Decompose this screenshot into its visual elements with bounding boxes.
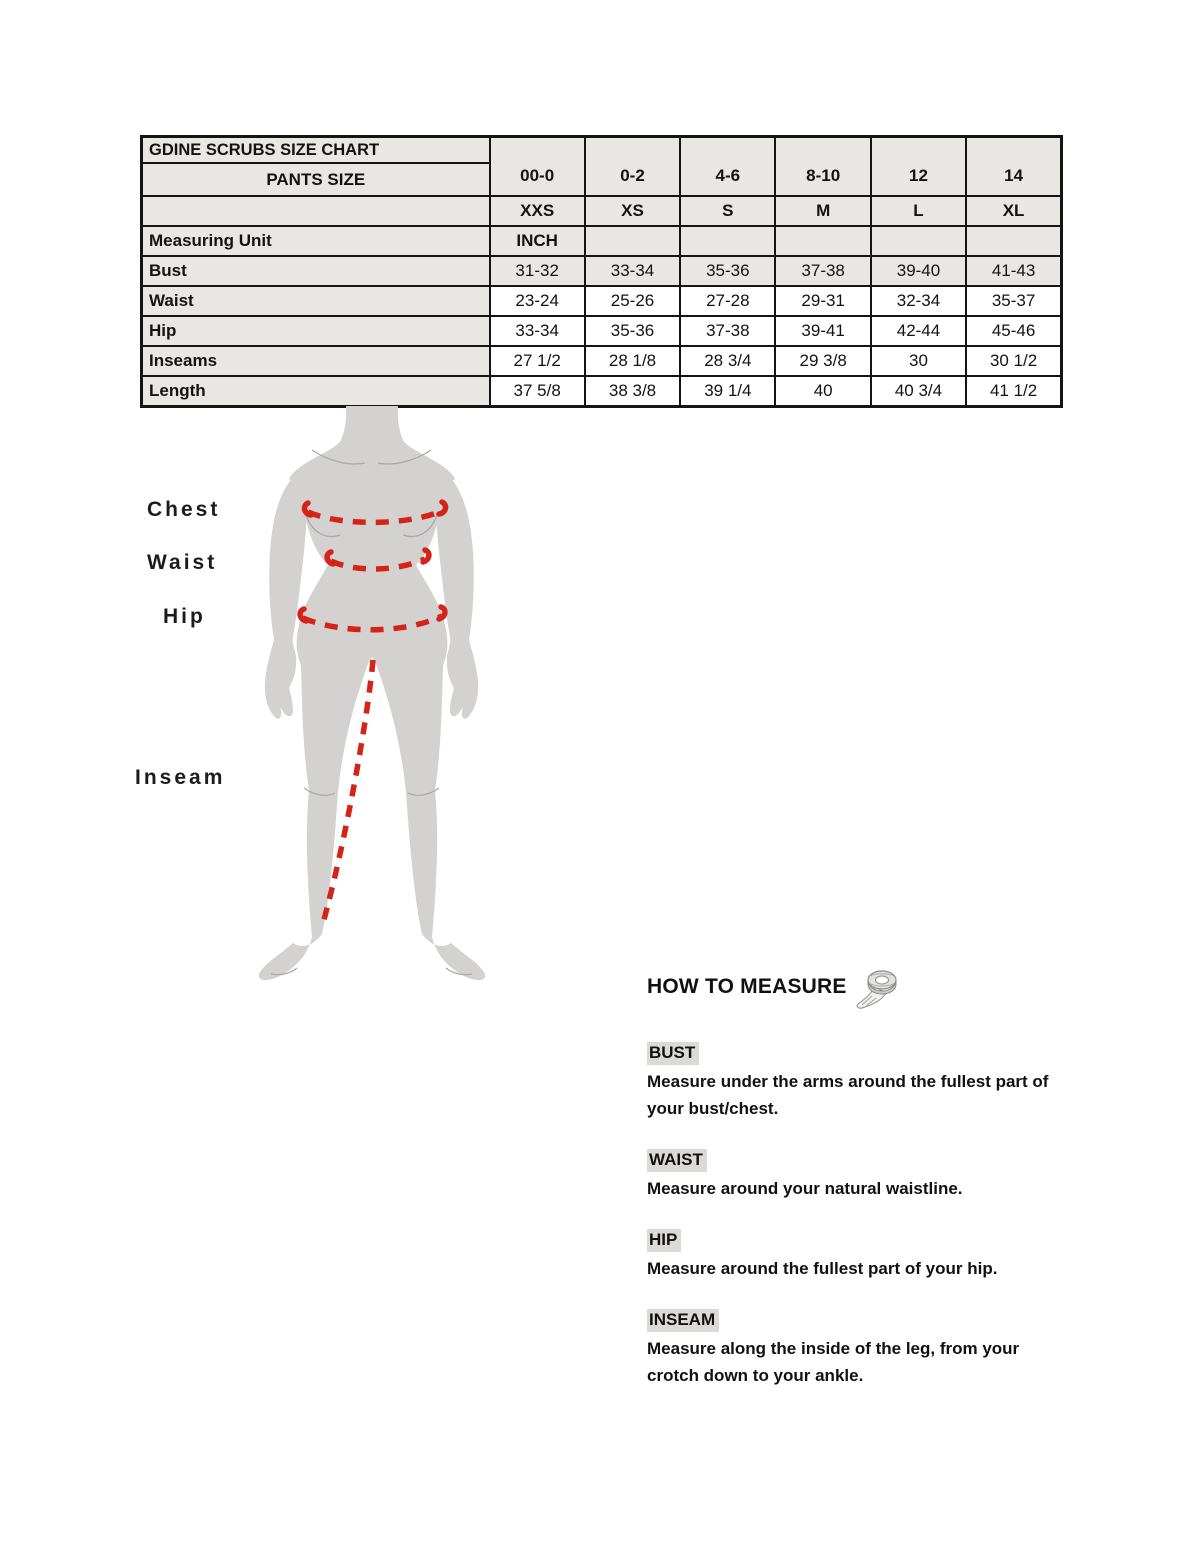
table-cell: 23-24 — [490, 286, 585, 316]
table-cell: 45-46 — [966, 316, 1061, 346]
bust-section-label: BUST — [647, 1042, 699, 1065]
inseam-section-label: INSEAM — [647, 1309, 719, 1332]
body-silhouette-graphic — [245, 404, 498, 996]
pants-size-label: PANTS SIZE — [142, 163, 490, 196]
row-label: Measuring Unit — [142, 226, 490, 256]
table-cell: 29-31 — [775, 286, 870, 316]
alpha-size-header: XS — [585, 196, 680, 226]
chest-label: Chest — [147, 498, 221, 521]
size-header: 14 — [966, 137, 1061, 197]
table-cell: 30 — [871, 346, 966, 376]
table-cell: 39-41 — [775, 316, 870, 346]
unit-cell — [680, 226, 775, 256]
unit-cell — [966, 226, 1061, 256]
table-cell: 29 3/8 — [775, 346, 870, 376]
table-cell: 32-34 — [871, 286, 966, 316]
row-label: Length — [142, 376, 490, 407]
size-chart-table — [140, 135, 1063, 408]
chart-title: GDINE SCRUBS SIZE CHART — [142, 137, 490, 164]
size-header: 8-10 — [775, 137, 870, 197]
unit-cell: INCH — [490, 226, 585, 256]
table-cell: 28 3/4 — [680, 346, 775, 376]
table-cell: 35-36 — [585, 316, 680, 346]
table-cell: 25-26 — [585, 286, 680, 316]
table-cell: 33-34 — [585, 256, 680, 286]
table-cell: 28 1/8 — [585, 346, 680, 376]
table-row-inseams — [142, 346, 1062, 376]
howto-section-inseam — [647, 1309, 1067, 1389]
table-cell: 30 1/2 — [966, 346, 1061, 376]
waist-section-label: WAIST — [647, 1149, 707, 1172]
table-row-waist — [142, 286, 1062, 316]
table-cell: 41 1/2 — [966, 376, 1061, 407]
table-cell: 38 3/8 — [585, 376, 680, 407]
row-label: Bust — [142, 256, 490, 286]
table-cell: 37-38 — [680, 316, 775, 346]
alpha-size-header: M — [775, 196, 870, 226]
alpha-size-header: L — [871, 196, 966, 226]
hip-instructions: Measure around the fullest part of your hip. — [647, 1259, 998, 1278]
table-cell: 39 1/4 — [680, 376, 775, 407]
table-cell: 31-32 — [490, 256, 585, 286]
measuring-tape-icon — [855, 969, 899, 1011]
waist-label: Waist — [147, 551, 218, 574]
table-cell: 35-36 — [680, 256, 775, 286]
alpha-size-header: S — [680, 196, 775, 226]
alpha-size-header: XXS — [490, 196, 585, 226]
body-measurement-diagram — [245, 404, 498, 996]
empty-label-cell — [142, 196, 490, 226]
inseam-label: Inseam — [135, 766, 226, 789]
size-header: 4-6 — [680, 137, 775, 197]
size-header: 0-2 — [585, 137, 680, 197]
table-cell: 40 — [775, 376, 870, 407]
table-cell: 41-43 — [966, 256, 1061, 286]
table-row-measuring-unit — [142, 226, 1062, 256]
table-row-length — [142, 376, 1062, 407]
unit-cell — [585, 226, 680, 256]
hip-section-label: HIP — [647, 1229, 681, 1252]
howto-section-waist — [647, 1149, 1067, 1202]
table-row-bust — [142, 256, 1062, 286]
size-header: 00-0 — [490, 137, 585, 197]
bust-instructions: Measure under the arms around the fullest part of your bust/chest. — [647, 1072, 1049, 1118]
table-cell: 37 5/8 — [490, 376, 585, 407]
table-cell: 27 1/2 — [490, 346, 585, 376]
table-cell: 37-38 — [775, 256, 870, 286]
table-cell: 42-44 — [871, 316, 966, 346]
size-header: 12 — [871, 137, 966, 197]
table-row-title — [142, 137, 1062, 164]
hip-label: Hip — [163, 605, 206, 628]
unit-cell — [871, 226, 966, 256]
how-to-measure-heading: HOW TO MEASURE — [647, 975, 847, 998]
unit-cell — [775, 226, 870, 256]
table-cell: 27-28 — [680, 286, 775, 316]
how-to-measure-section — [647, 969, 1067, 1416]
row-label: Hip — [142, 316, 490, 346]
table-row-hip — [142, 316, 1062, 346]
row-label: Inseams — [142, 346, 490, 376]
waist-instructions: Measure around your natural waistline. — [647, 1179, 963, 1198]
table-row-alpha-sizes — [142, 196, 1062, 226]
table-cell: 40 3/4 — [871, 376, 966, 407]
howto-section-bust — [647, 1042, 1067, 1122]
inseam-instructions: Measure along the inside of the leg, from your crotch down to your ankle. — [647, 1339, 1020, 1385]
table-cell: 33-34 — [490, 316, 585, 346]
table-cell: 35-37 — [966, 286, 1061, 316]
alpha-size-header: XL — [966, 196, 1061, 226]
howto-section-hip — [647, 1229, 1067, 1282]
row-label: Waist — [142, 286, 490, 316]
table-cell: 39-40 — [871, 256, 966, 286]
